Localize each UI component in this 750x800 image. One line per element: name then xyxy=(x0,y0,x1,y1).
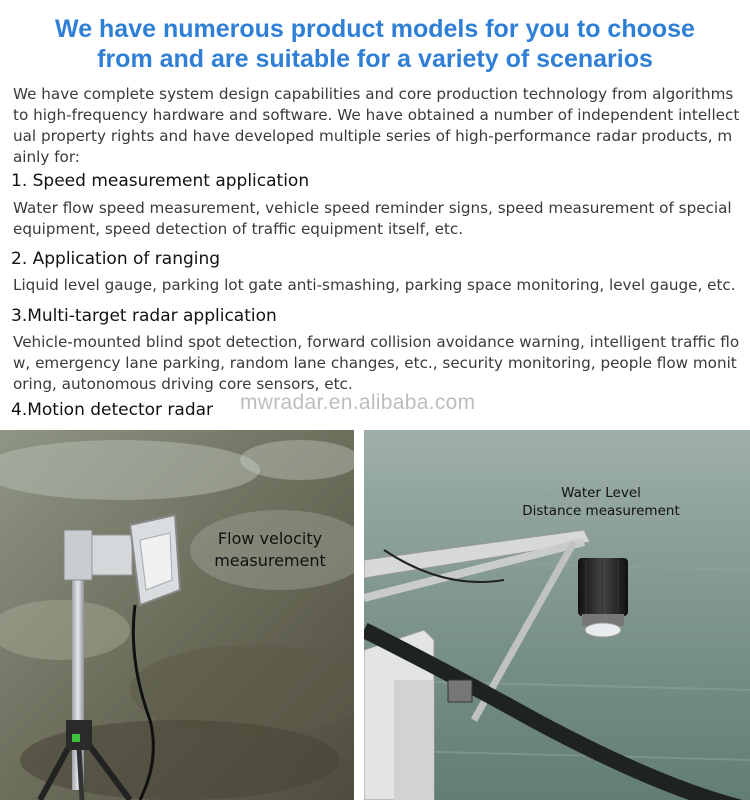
intro-paragraph: We have complete system design capabilities and core production technology from algorithms to high-frequency hardware and software. We have obtained a number of independent intellectual property rights and have developed multiple series of high-performance radar products, mainly for: xyxy=(13,85,740,166)
section-1-heading: 1. Speed measurement application xyxy=(11,171,310,191)
section-2-heading: 2. Application of ranging xyxy=(11,249,221,269)
flow-velocity-caption-line-2: measurement xyxy=(214,551,326,570)
section-1-body: Water flow speed measurement, vehicle speed reminder signs, speed measurement of special equipment, speed detection of traffic equipment itself, etc. xyxy=(13,199,732,238)
section-4-heading: 4.Motion detector radar xyxy=(11,400,214,420)
section-2-body: Liquid level gauge, parking lot gate anti-smashing, parking space monitoring, level gauge, etc. xyxy=(13,276,736,294)
page-title-line-2: from and are suitable for a variety of scenarios xyxy=(97,45,653,73)
water-level-caption-line-2: Distance measurement xyxy=(522,503,680,519)
water-level-photo xyxy=(364,430,750,800)
water-level-caption-line-1: Water Level xyxy=(561,485,641,501)
section-3-heading: 3.Multi-target radar application xyxy=(11,306,277,326)
flow-velocity-caption xyxy=(190,528,350,572)
flow-velocity-photo xyxy=(0,430,354,800)
page-title-line-1: We have numerous product models for you to choose xyxy=(55,15,695,43)
flow-velocity-illustration xyxy=(0,430,354,800)
page-title xyxy=(0,14,750,74)
flow-velocity-caption-line-1: Flow velocity xyxy=(217,529,323,548)
watermark: mwradar.en.alibaba.com xyxy=(240,391,476,414)
water-level-caption xyxy=(506,484,696,520)
section-3-body: Vehicle-mounted blind spot detection, forward collision avoidance warning, intelligent traffic flow, emergency lane parking, random lane changes, etc., security monitoring, people flow monitoring, autonomous driving core sensors, etc. xyxy=(13,333,740,393)
